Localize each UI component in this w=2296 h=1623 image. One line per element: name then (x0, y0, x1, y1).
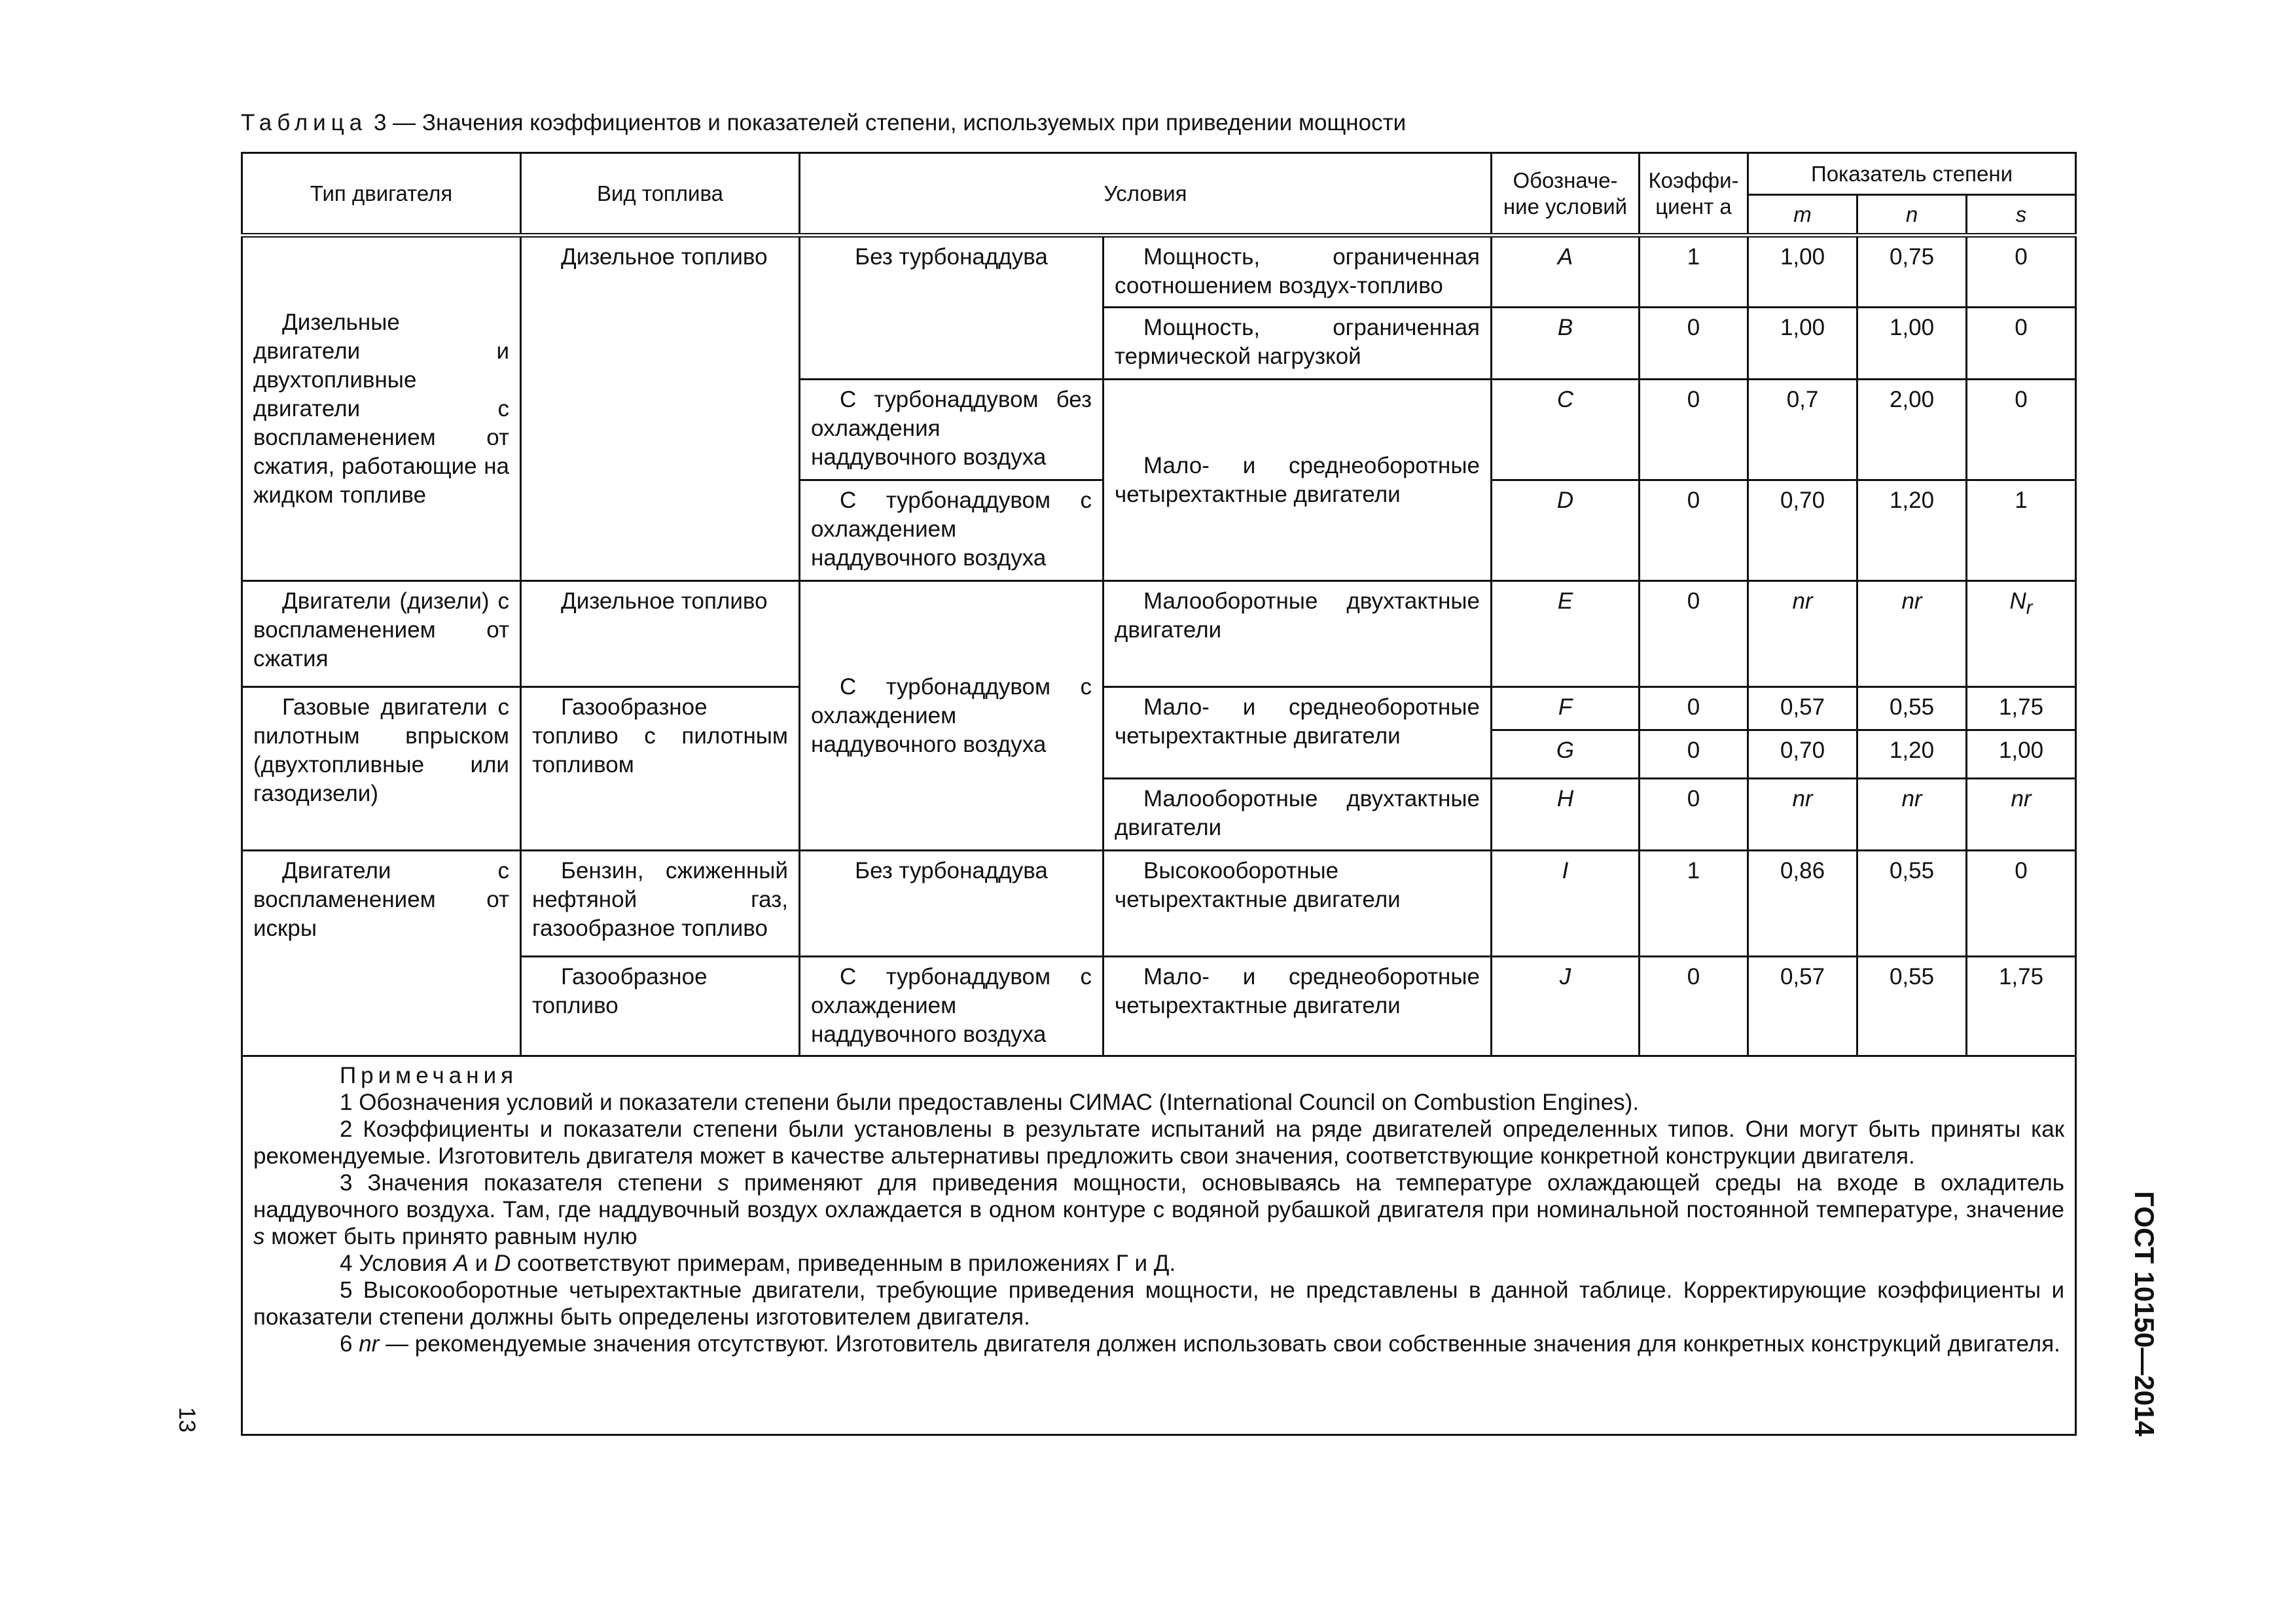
note-6-symbol-nr: nr (359, 1331, 380, 1357)
cell-designation: A (1492, 236, 1640, 308)
cell-s: 1,00 (1967, 730, 2076, 779)
cell-m: 0,86 (1748, 851, 1857, 957)
cell-s: 1 (1967, 480, 2076, 581)
header-n: n (1857, 195, 1967, 236)
notes-row (242, 1056, 2076, 1435)
cell-coefficient: 1 (1640, 236, 1748, 308)
cell-s (1967, 581, 2076, 687)
cell-coefficient: 1 (1640, 851, 1748, 957)
cell-n: 1,00 (1857, 308, 1967, 380)
cell-n: 0,55 (1857, 687, 1967, 730)
cell-fuel-type: Газообразное топливо (521, 957, 800, 1056)
cell-coefficient: 0 (1640, 308, 1748, 380)
header-m: m (1748, 195, 1857, 236)
cell-engine-type: Газовые двигатели с пилотным впрыском (двухтопливные или газодизели) (242, 687, 521, 851)
cell-s: 0 (1967, 236, 2076, 308)
note-5: 5 Высокооборотные четырехтактные двигатели, требующие приведения мощности, не представлены в данной таблице. Корректирующие коэффициенты и показатели степени должны быть определены изготовителем двигателя. (253, 1277, 2065, 1330)
cell-coefficient: 0 (1640, 730, 1748, 779)
note-4 (253, 1250, 2064, 1277)
cell-coefficient: 0 (1640, 779, 1748, 851)
note-2: 2 Коэффициенты и показатели степени были установлены в результате испытаний на ряде двигателей определенных типов. Они могут быть приняты как рекомендуемые. Изготовитель двигателя может в качестве альтернативы предложить свои значения, соответствующие конкретной конструкции двигателя. (253, 1116, 2065, 1169)
header-coefficient: Коэффи-циент a (1640, 153, 1748, 236)
cell-m: nr (1748, 779, 1857, 851)
caption-label: Таблица (241, 110, 368, 135)
note-3-part-c: может быть принято равным нулю (271, 1224, 637, 1249)
cell-condition-detail: Мало- и среднеоборотные четырехтактные двигатели (1103, 380, 1492, 581)
cell-s: 0 (1967, 851, 2076, 957)
cell-condition: С турбонаддувом с охлаждением наддувочного воздуха (800, 581, 1103, 851)
cell-condition: Без турбонаддува (800, 236, 1103, 380)
cell-m: 0,70 (1748, 730, 1857, 779)
cell-m: 0,70 (1748, 480, 1857, 581)
cell-engine-type: Дизельные двигатели и двухтопливные двигатели с воспламенением от сжатия, работающие на жидком топливе (242, 236, 521, 581)
cell-coefficient: 0 (1640, 687, 1748, 730)
cell-condition-detail: Малооборотные двухтактные двигатели (1103, 581, 1492, 687)
cell-m: 0,57 (1748, 687, 1857, 730)
caption-text: 3 — Значения коэффициентов и показателей степени, используемых при приведении мощности (373, 110, 1407, 135)
note-4-part-b: соответствуют примерам, приведенным в приложениях Г и Д. (517, 1251, 1176, 1276)
cell-fuel-type: Газообразное топливо с пилотным топливом (521, 687, 800, 851)
cell-condition: С турбонаддувом с охлаждением наддувочного воздуха (800, 480, 1103, 581)
cell-condition-detail: Мало- и среднеоборотные четырехтактные двигатели (1103, 687, 1492, 779)
cell-n: 0,75 (1857, 236, 1967, 308)
cell-s: nr (1967, 779, 2076, 851)
cell-condition-detail: Малооборотные двухтактные двигатели (1103, 779, 1492, 851)
notes-cell (242, 1056, 2076, 1435)
cell-designation: G (1492, 730, 1640, 779)
cell-s: 1,75 (1967, 957, 2076, 1056)
cell-coefficient: 0 (1640, 581, 1748, 687)
cell-n: nr (1857, 581, 1967, 687)
note-6 (253, 1330, 2064, 1357)
cell-designation: B (1492, 308, 1640, 380)
cell-n: 1,20 (1857, 480, 1967, 581)
cell-condition: Без турбонаддува (800, 851, 1103, 957)
note-4-symbol-a: A (453, 1251, 469, 1276)
standard-designation: ГОСТ 10150—2014 (2129, 1191, 2160, 1436)
cell-engine-type: Двигатели с воспламенением от искры (242, 851, 521, 1056)
header-engine-type: Тип двигателя (242, 153, 521, 236)
cell-fuel-type: Бензин, сжиженный нефтяной газ, газообразное топливо (521, 851, 800, 957)
header-row (242, 153, 2076, 195)
table-caption (241, 110, 1406, 136)
cell-condition: С турбонаддувом без охлаждения наддувочного воздуха (800, 380, 1103, 480)
note-4-part-a: 4 Условия (340, 1251, 447, 1276)
cell-m: 1,00 (1748, 236, 1857, 308)
header-conditions: Условия (800, 153, 1492, 236)
cell-s-value: $N_r$ (2009, 588, 2033, 618)
cell-designation: F (1492, 687, 1640, 730)
cell-n: 1,20 (1857, 730, 1967, 779)
cell-condition-detail: Высокооборотные четырехтактные двигатели (1103, 851, 1492, 957)
table-row (242, 851, 2076, 957)
note-6-number: 6 (340, 1331, 353, 1357)
cell-s: 0 (1967, 380, 2076, 480)
cell-fuel-type: Дизельное топливо (521, 581, 800, 687)
note-6-text: — рекомендуемые значения отсутствуют. Изготовитель двигателя должен использовать свои собственные значения для конкретных конструкций двигателя. (386, 1331, 2060, 1357)
cell-designation: E (1492, 581, 1640, 687)
cell-coefficient: 0 (1640, 957, 1748, 1056)
table-row (242, 236, 2076, 308)
cell-fuel-type: Дизельное топливо (521, 236, 800, 581)
cell-m: 0,57 (1748, 957, 1857, 1056)
note-3-symbol-s: s (717, 1170, 729, 1196)
note-3-part-a: 3 Значения показателя степени (340, 1170, 703, 1196)
cell-m: 0,7 (1748, 380, 1857, 480)
cell-n: 2,00 (1857, 380, 1967, 480)
coefficients-table (241, 152, 2077, 1436)
cell-n: 0,55 (1857, 957, 1967, 1056)
cell-condition: С турбонаддувом с охлаждением наддувочного воздуха (800, 957, 1103, 1056)
cell-s: 1,75 (1967, 687, 2076, 730)
cell-coefficient: 0 (1640, 380, 1748, 480)
cell-designation: J (1492, 957, 1640, 1056)
cell-designation: D (1492, 480, 1640, 581)
page-number: 13 (174, 1407, 200, 1433)
cell-condition-detail: Мощность, ограниченная соотношением воздух-топливо (1103, 236, 1492, 308)
note-3-part-b: применяют для приведения мощности, основываясь на температуре охлаждающей среды на входе в охладитель наддувочного воздуха. Там, где наддувочный воздух охлаждается в одном контуре с водяной рубашкой двигателя при номинальной постоянной температуре, значение (253, 1170, 2065, 1222)
table-row (242, 687, 2076, 730)
cell-n: 0,55 (1857, 851, 1967, 957)
cell-designation: C (1492, 380, 1640, 480)
cell-designation: I (1492, 851, 1640, 957)
note-4-and: и (475, 1251, 488, 1276)
cell-engine-type: Двигатели (дизели) с воспламенением от сжатия (242, 581, 521, 687)
note-4-symbol-d: D (494, 1251, 511, 1276)
cell-s: 0 (1967, 308, 2076, 380)
cell-n: nr (1857, 779, 1967, 851)
note-3 (253, 1169, 2064, 1250)
table-row (242, 581, 2076, 687)
header-designation: Обозначе-ние условий (1492, 153, 1640, 236)
header-fuel-type: Вид топлива (521, 153, 800, 236)
cell-m: nr (1748, 581, 1857, 687)
note-3-symbol-s2: s (253, 1224, 265, 1249)
note-1: 1 Обозначения условий и показатели степени были предоставлены СИМАС (International Council on Combustion Engines). (340, 1090, 1640, 1115)
cell-condition-detail: Мощность, ограниченная термической нагрузкой (1103, 308, 1492, 380)
header-s: s (1967, 195, 2076, 236)
notes-title: Примечания (340, 1063, 518, 1088)
cell-m: 1,00 (1748, 308, 1857, 380)
cell-condition-detail: Мало- и среднеоборотные четырехтактные двигатели (1103, 957, 1492, 1056)
header-exponent: Показатель степени (1748, 153, 2076, 195)
cell-designation: H (1492, 779, 1640, 851)
cell-coefficient: 0 (1640, 480, 1748, 581)
